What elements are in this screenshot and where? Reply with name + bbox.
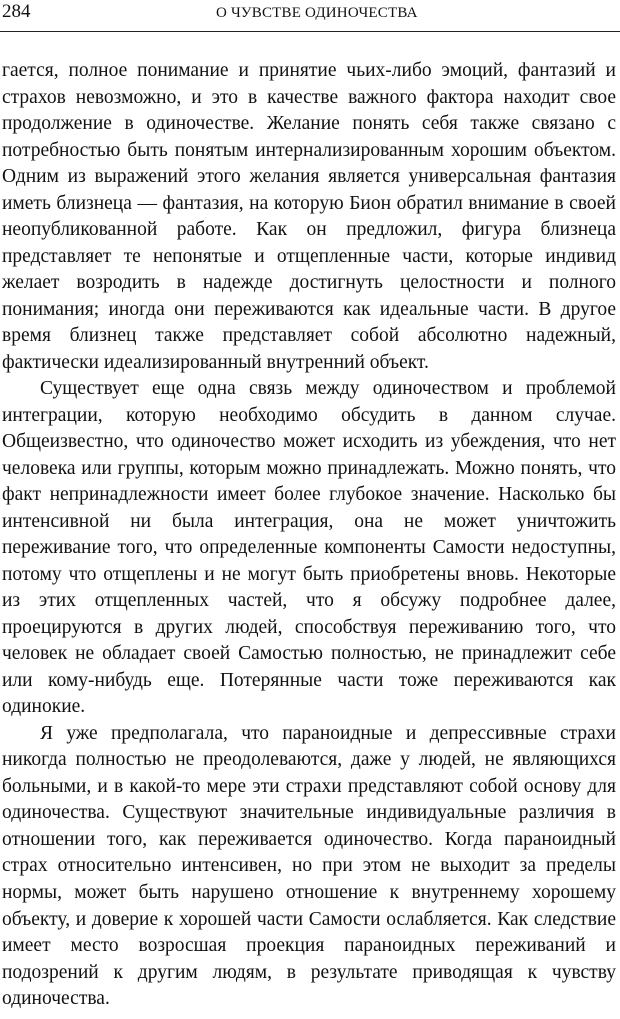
- page-number: 284: [2, 1, 31, 22]
- page-header: [0, 0, 620, 34]
- paragraph-paranoid-fears: Я уже предполагала, что параноидные и депрессивные страхи никогда полностью не преодолеваются, даже у людей, не являющихся больными, и в какой-то мере эти страхи представляют собой основу для одиночества. Существуют значительные индивидуальные различия в отношении того, как переживается одиночество. Когда параноидный страх относительно интенсивен, но при этом не выходит за пределы нормы, может быть нарушено отношение к внутреннему хорошему объекту, и доверие к хорошей части Самости ослабляется. Как следствие имеет место возросшая проекция параноидных переживаний и подозрений к другим людям, в результате приводящая к чувству одиночества.: [2, 722, 616, 1010]
- paragraph-continuation: гается, полное понимание и принятие чьих-либо эмоций, фантазий и страхов невозможно, и это в качестве важного фактора находит свое продолжение в одиночестве. Желание понять себя также связано с потребностью быть понятым интернализированным хорошим объектом. Одним из выражений этого желания является универсальная фантазия иметь близнеца — фантазия, на которую Бион обратил внимание в своей неопубликованной работе. Как он предложил, фигура близнеца представляет те непонятые и отщепленные части, которые индивид желает возродить в надежде достигнуть целостности и полного понимания; иногда они переживаются как идеальные части. В другое время близнец также представляет собой абсолютно надежный, фактически идеализированный внутренний объект.: [2, 60, 616, 373]
- header-rule: [0, 31, 620, 32]
- body-text: [2, 58, 616, 1013]
- running-head: О ЧУВСТВЕ ОДИНОЧЕСТВА: [216, 5, 418, 21]
- paragraph-integration: Существует еще одна связь между одиночеством и проблемой интеграции, которую необходимо обсудить в данном случае. Общеизвестно, что одиночество может исходить из убеждения, что нет человека или группы, которым можно принадлежать. Можно понять, что факт непринадлежности имеет более глубокое значение. Насколько бы интенсивной ни была интеграция, она не может уничтожить переживание того, что определенные компоненты Самости недоступны, потому что отщеплены и не могут быть приобретены вновь. Некоторые из этих отщепленных частей, что я обсужу подробнее далее, проецируются в других людей, способствуя переживанию того, что человек не обладает своей Самостью полностью, не принадлежит себе или кому-нибудь еще. Потерянные части тоже переживаются как одинокие.: [2, 378, 616, 718]
